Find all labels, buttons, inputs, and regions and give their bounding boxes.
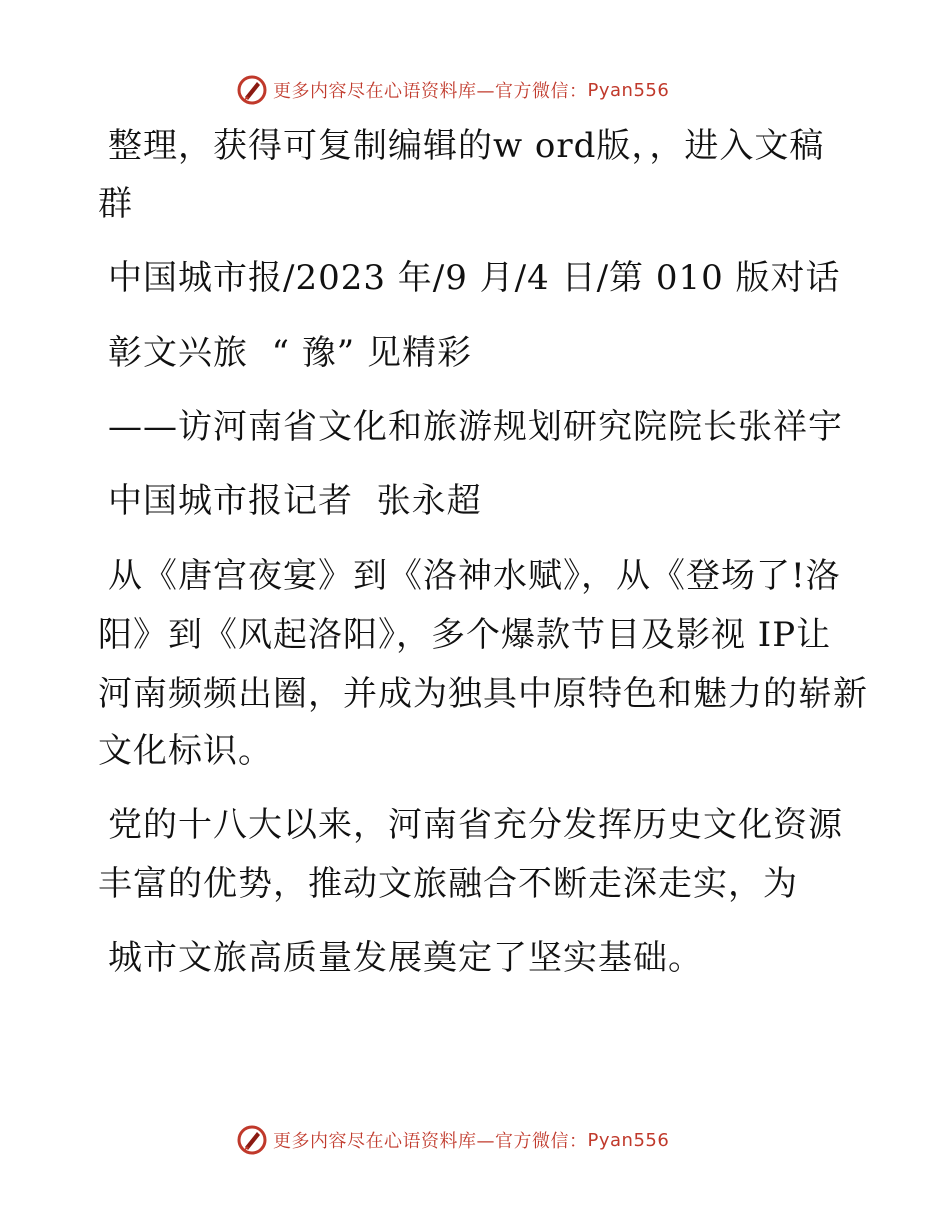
- banner-handle: Pyan556: [587, 79, 670, 101]
- article-title: 彰文兴旅 “ 豫” 见精彩: [108, 333, 472, 373]
- banner-handle: Pyan556: [587, 1129, 670, 1151]
- body-line: 整理，获得可复制编辑的w ord版，，进入文稿: [108, 126, 825, 166]
- pen-logo-icon: [235, 73, 269, 107]
- banner-text: 更多内容尽在心语资料库—官方微信：: [273, 81, 588, 102]
- article-subtitle: ——访河南省文化和旅游规划研究院院长张祥宇: [108, 407, 843, 447]
- banner-text: 更多内容尽在心语资料库—官方微信：: [273, 1131, 588, 1152]
- body-line: 从《唐宫夜宴》到《洛神水赋》，从《登场了!洛: [108, 556, 841, 596]
- body-line: 群: [98, 184, 133, 224]
- body-line: 河南频频出圈，并成为独具中原特色和魅力的崭新: [98, 674, 868, 714]
- body-line: 阳》到《风起洛阳》，多个爆款节目及影视 IP让: [98, 615, 832, 655]
- body-line: 中国城市报/2023 年/9 月/4 日/第 010 版对话: [108, 258, 841, 298]
- body-line: 党的十八大以来，河南省充分发挥历史文化资源: [108, 805, 843, 845]
- byline: 中国城市报记者 张永超: [108, 481, 482, 521]
- pen-logo-icon: [235, 1123, 269, 1157]
- body-line: 城市文旅高质量发展奠定了坚实基础。: [108, 938, 703, 978]
- header-banner: [235, 72, 669, 108]
- body-line: 文化标识。: [98, 731, 273, 771]
- body-line: 丰富的优势，推动文旅融合不断走深走实，为: [98, 864, 798, 904]
- footer-banner: [235, 1122, 669, 1158]
